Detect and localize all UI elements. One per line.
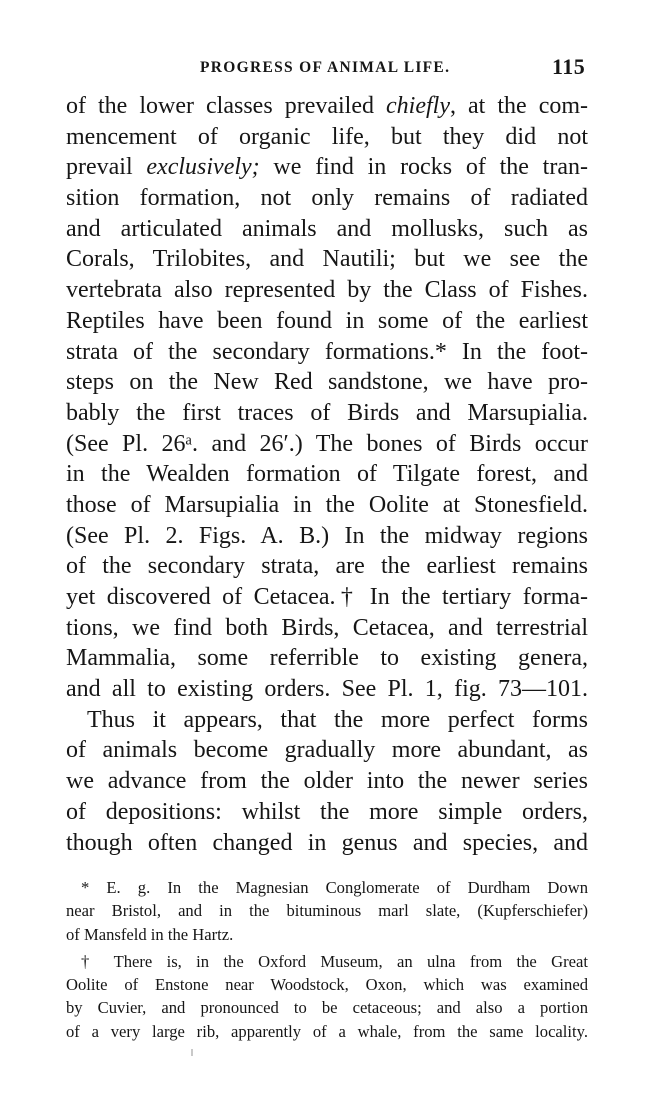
running-title: PROGRESS OF ANIMAL LIFE. — [200, 59, 451, 76]
text-line: prevail exclusively; we find in rocks of the tran- — [66, 154, 588, 181]
footnote-line: of a very large rib, apparently of a whale, from the same locality. — [66, 1021, 588, 1041]
text-line: Mammalia, some referrible to existing genera, — [66, 645, 588, 672]
paper-speck — [191, 1049, 193, 1056]
text-line: and all to existing orders. See Pl. 1, fig. 73—101. — [66, 676, 588, 703]
text-line: tions, we find both Birds, Cetacea, and terrestrial — [66, 614, 588, 641]
text-line: bably the first traces of Birds and Marsupialia. — [66, 399, 588, 426]
text-line: Reptiles have been found in some of the earliest — [66, 307, 588, 334]
footnote-line: of Mansfeld in the Hartz. — [66, 924, 234, 944]
running-header — [0, 56, 667, 86]
footnote-line: † There is, in the Oxford Museum, an ulna from the Great — [81, 951, 588, 971]
text-line: sition formation, not only remains of radiated — [66, 185, 588, 212]
text-line: (See Pl. 26ᵃ. and 26′.) The bones of Birds occur — [66, 430, 588, 457]
main-text — [66, 91, 588, 858]
text-line: in the Wealden formation of Tilgate forest, and — [66, 461, 588, 488]
footnote-line: near Bristol, and in the bituminous marl slate, (Kupferschiefer) — [66, 901, 588, 921]
text-line: yet discovered of Cetacea.† In the tertiary forma- — [66, 584, 588, 610]
text-line: vertebrata also represented by the Class of Fishes. — [66, 277, 588, 304]
text-line: (See Pl. 2. Figs. A. B.) In the midway regions — [66, 522, 588, 549]
text-line: of depositions: whilst the more simple orders, — [66, 798, 588, 825]
text-line: we advance from the older into the newer series — [66, 768, 588, 795]
text-line: Corals, Trilobites, and Nautili; but we see the — [66, 246, 588, 273]
text-line: strata of the secondary formations.* In the foot- — [66, 338, 588, 365]
text-line: those of Marsupialia in the Oolite at Stonesfield. — [66, 491, 588, 518]
footnote-line: Oolite of Enstone near Woodstock, Oxon, which was examined — [66, 975, 588, 995]
emphasis-chiefly: chiefly — [386, 93, 450, 119]
page-number: 115 — [552, 54, 586, 79]
text-line: of animals become gradually more abundant, as — [66, 737, 588, 764]
text-line: and articulated animals and mollusks, such as — [66, 215, 588, 242]
footnote-line: * E. g. In the Magnesian Conglomerate of Durdham Down — [81, 878, 588, 897]
footnote-line: by Cuvier, and pronounced to be cetaceous; and also a portion — [66, 998, 588, 1018]
text-line: mencement of organic life, but they did not — [66, 123, 588, 150]
text-line: steps on the New Red sandstone, we have pro- — [66, 369, 588, 396]
emphasis-exclusively: exclusively; — [146, 154, 260, 181]
paragraph-start-line: Thus it appears, that the more perfect forms — [87, 706, 588, 733]
text-line: of the secondary strata, are the earliest remains — [66, 553, 588, 580]
text-line: of the lower classes prevailed chiefly, at the com- — [66, 93, 589, 119]
text-line: though often changed in genus and species, and — [66, 829, 588, 856]
footnotes — [66, 876, 588, 1043]
